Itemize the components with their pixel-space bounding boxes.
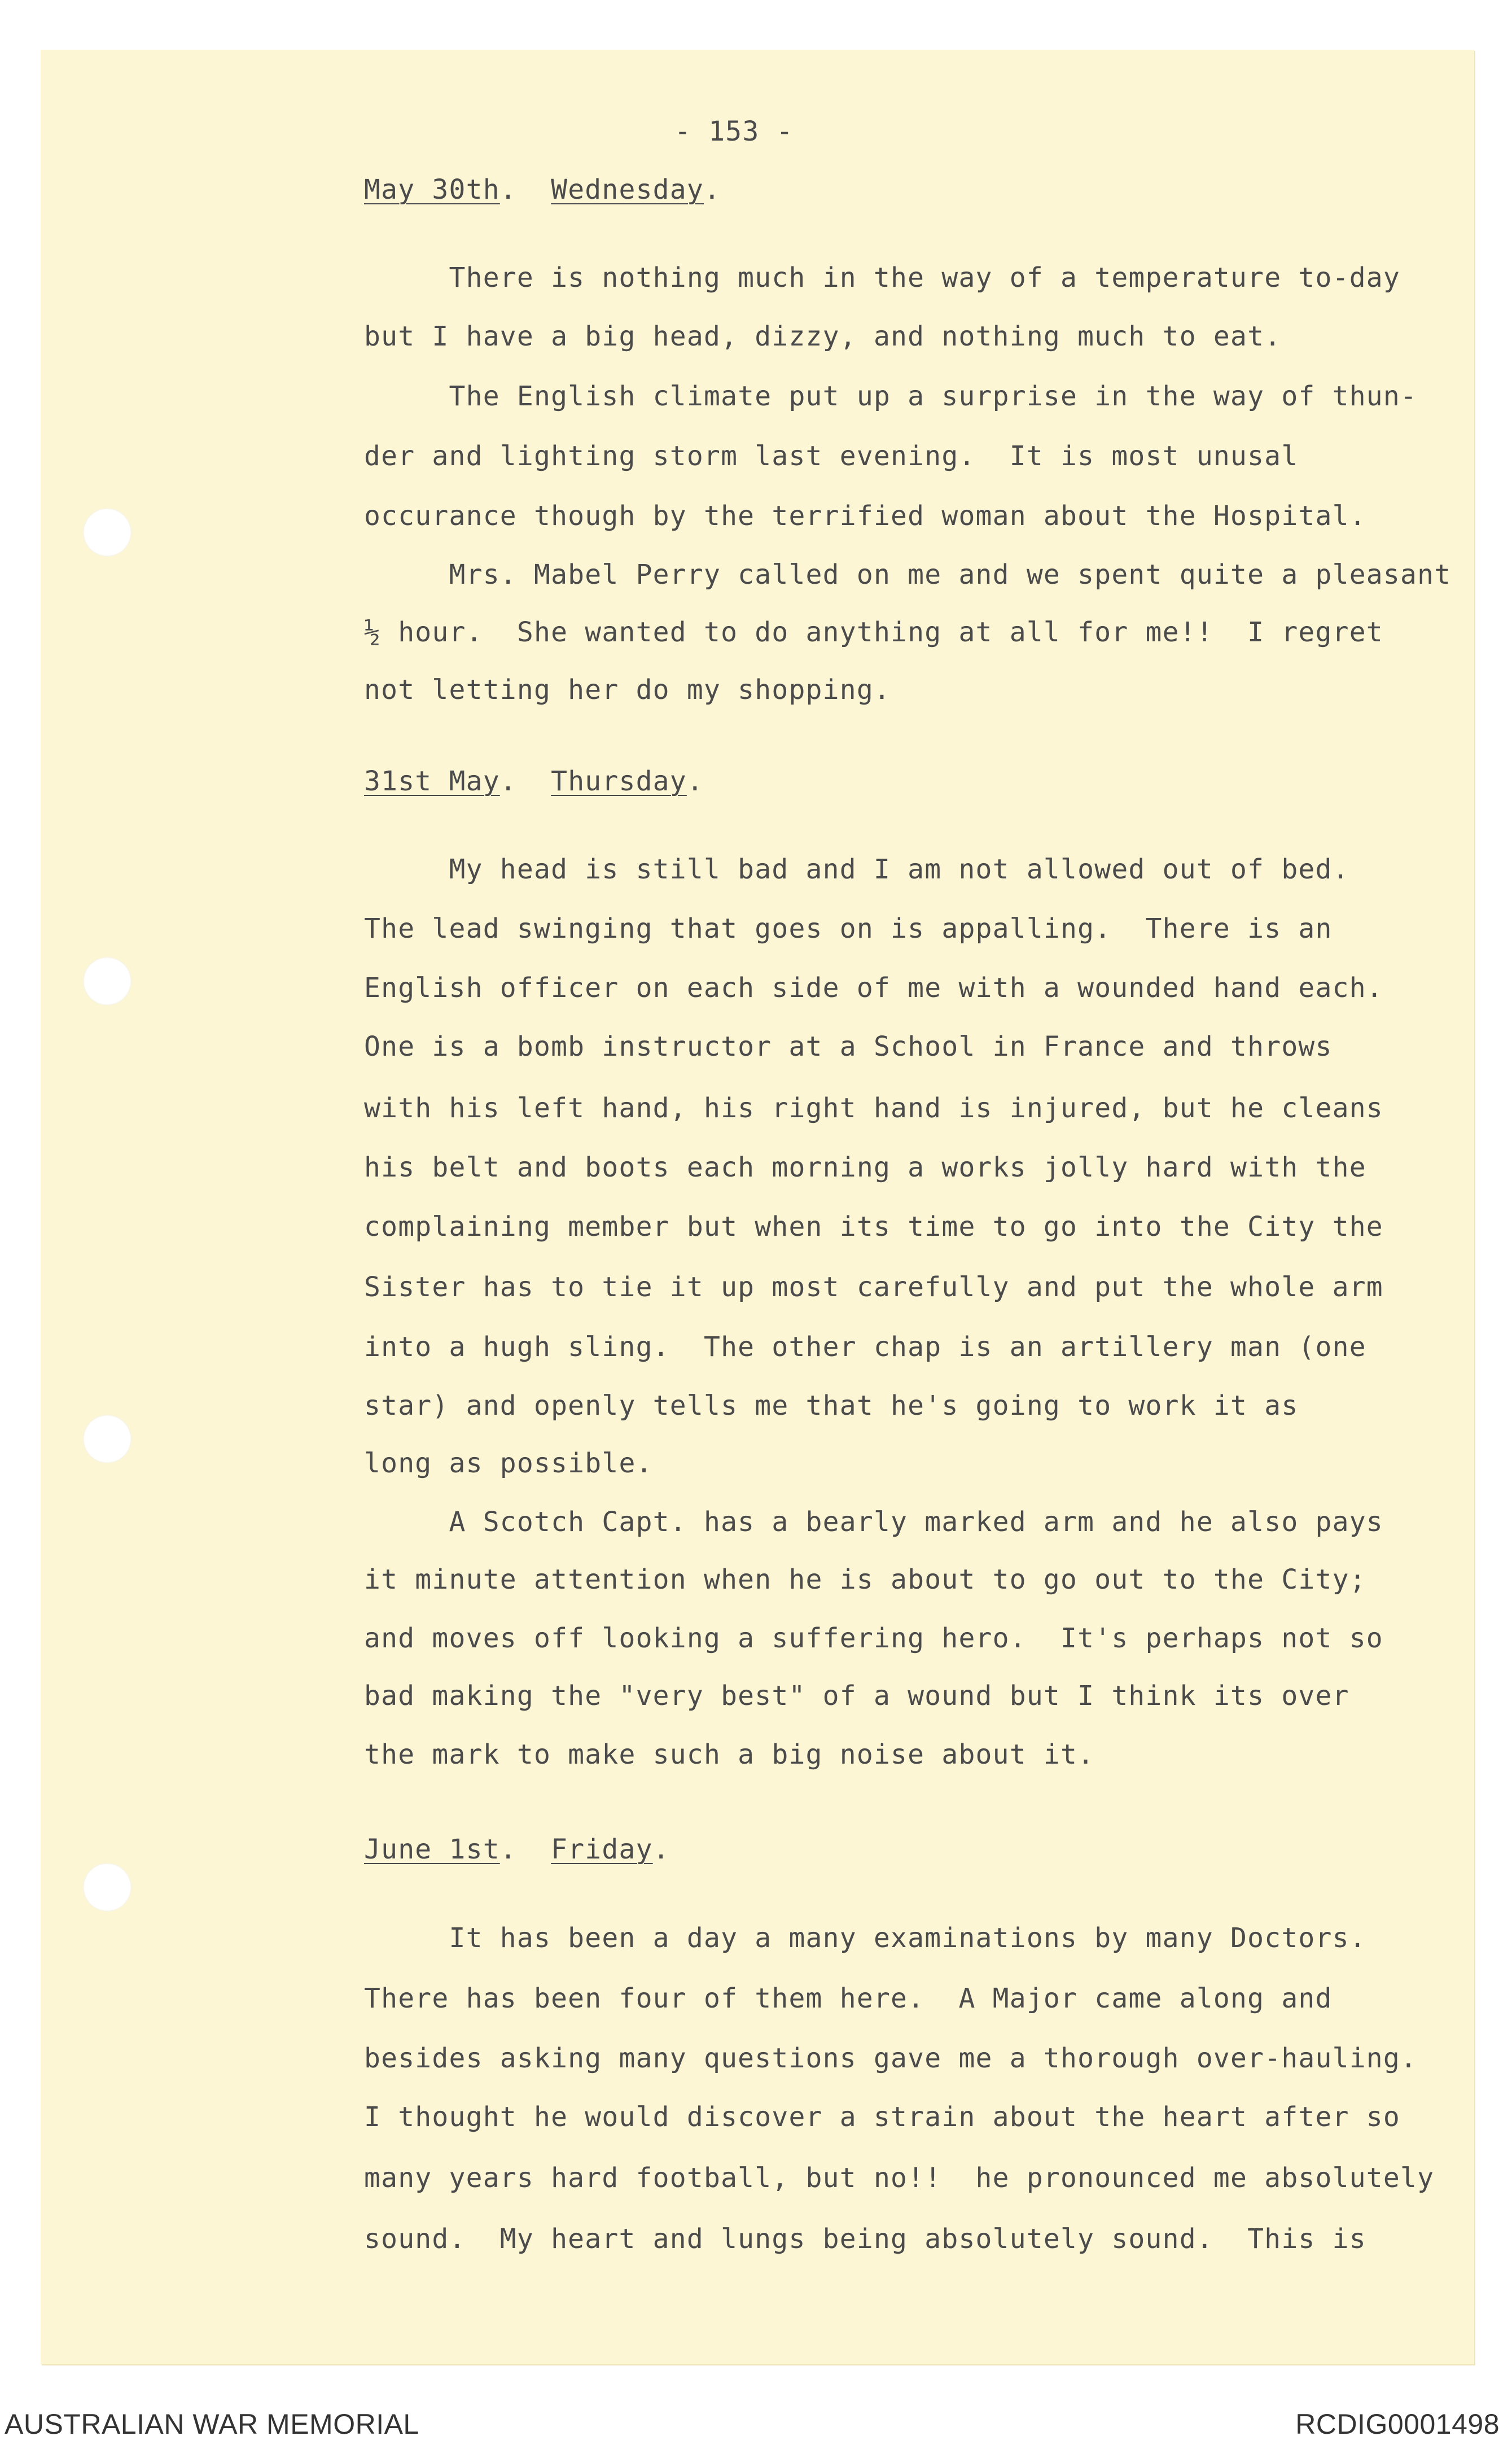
text-line: many years hard football, but no!! he pronounced me absolutely <box>364 2162 1435 2194</box>
text-line: It has been a day a many examinations by many Doctors. <box>364 1922 1366 1954</box>
text-line: There has been four of them here. A Major came along and <box>364 1983 1333 2014</box>
text-line: with his left hand, his right hand is injured, but he cleans <box>364 1092 1383 1124</box>
text-line: My head is still bad and I am not allowed out of bed. <box>364 854 1349 885</box>
text-line: but I have a big head, dizzy, and nothing much to eat. <box>364 321 1282 352</box>
entry-day: Thursday <box>551 766 687 797</box>
text-line: into a hugh sling. The other chap is an artillery man (one <box>364 1331 1366 1363</box>
page-number: - 153 - <box>674 116 794 147</box>
text-line: it minute attention when he is about to go out to the City; <box>364 1564 1366 1595</box>
entry-heading: 31st May. Thursday. <box>364 766 704 797</box>
text-line: bad making the "very best" of a wound but I think its over <box>364 1680 1349 1712</box>
entry-date: 31st May <box>364 766 500 797</box>
text-line: The English climate put up a surprise in the way of thun- <box>364 381 1418 412</box>
text-line: There is nothing much in the way of a temperature to-day <box>364 262 1401 294</box>
text-line: English officer on each side of me with a wounded hand each. <box>364 972 1383 1004</box>
text-line: Mrs. Mabel Perry called on me and we spent quite a pleasant <box>364 559 1452 591</box>
entry-date: June 1st <box>364 1834 500 1865</box>
text-line: I thought he would discover a strain about the heart after so <box>364 2101 1401 2133</box>
punch-hole <box>83 508 132 557</box>
text-line: star) and openly tells me that he's going to work it as <box>364 1390 1299 1422</box>
text-line: his belt and boots each morning a works jolly hard with the <box>364 1152 1366 1183</box>
text-line: long as possible. <box>364 1447 653 1479</box>
punch-hole <box>83 1863 132 1912</box>
entry-heading: May 30th. Wednesday. <box>364 174 721 205</box>
text-line: A Scotch Capt. has a bearly marked arm and he also pays <box>364 1506 1383 1538</box>
footer-record-id: RCDIG0001498 <box>1295 2408 1500 2440</box>
text-line: ½ hour. She wanted to do anything at all for me!! I regret <box>364 616 1383 648</box>
text-line: Sister has to tie it up most carefully and put the whole arm <box>364 1271 1383 1303</box>
footer-institution: AUSTRALIAN WAR MEMORIAL <box>5 2408 419 2440</box>
text-line: sound. My heart and lungs being absolutely sound. This is <box>364 2223 1366 2255</box>
text-line: the mark to make such a big noise about it. <box>364 1739 1095 1770</box>
entry-heading: June 1st. Friday. <box>364 1834 670 1865</box>
text-line: not letting her do my shopping. <box>364 674 891 706</box>
text-line: The lead swinging that goes on is appalling. There is an <box>364 913 1333 944</box>
text-line: der and lighting storm last evening. It is most unusal <box>364 440 1299 472</box>
punch-hole <box>83 1415 132 1463</box>
text-line: One is a bomb instructor at a School in France and throws <box>364 1031 1333 1062</box>
text-line: complaining member but when its time to go into the City the <box>364 1211 1383 1243</box>
entry-day: Friday <box>551 1834 653 1865</box>
punch-hole <box>83 957 132 1005</box>
text-line: besides asking many questions gave me a thorough over-hauling. <box>364 2043 1418 2074</box>
text-line: and moves off looking a suffering hero. It's perhaps not so <box>364 1623 1383 1654</box>
entry-date: May 30th <box>364 174 500 205</box>
text-line: occurance though by the terrified woman about the Hospital. <box>364 500 1366 532</box>
entry-day: Wednesday <box>551 174 704 205</box>
